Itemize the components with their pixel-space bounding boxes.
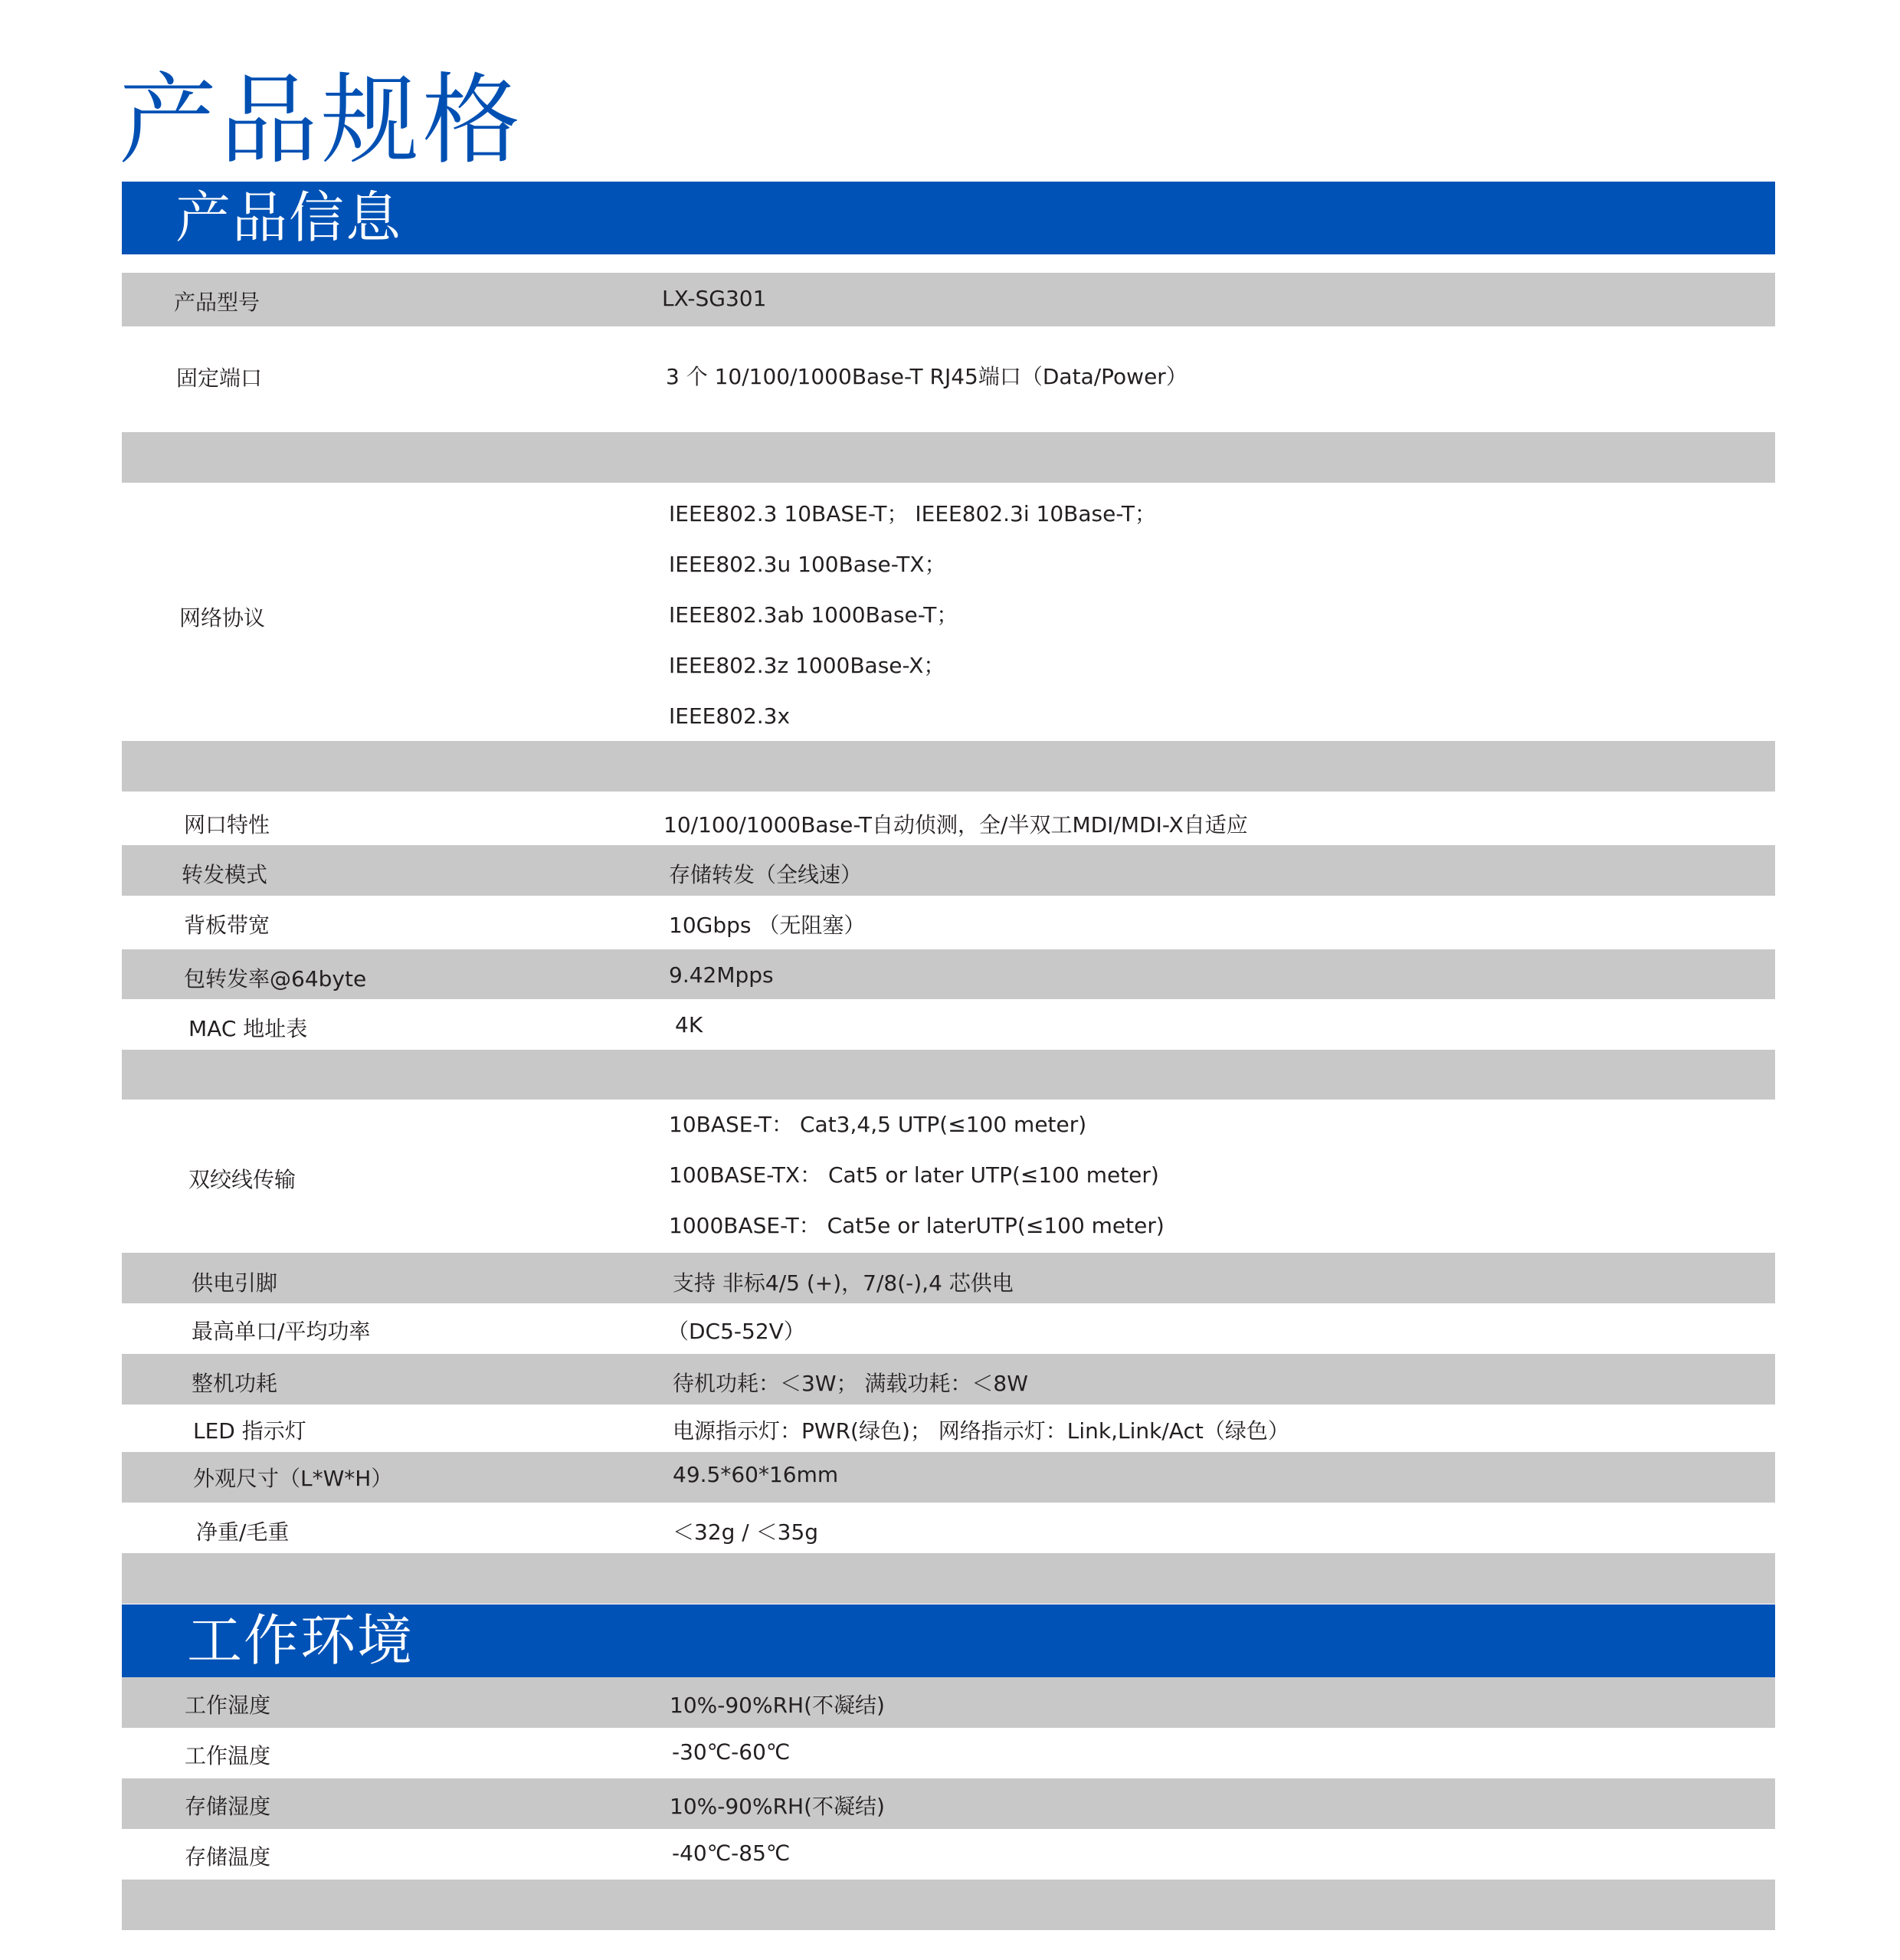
- spec-row-dimensions: [122, 1452, 1775, 1503]
- spacer-row: [122, 1050, 1775, 1100]
- spec-value: （DC5-52V）: [667, 1319, 805, 1344]
- spec-label: MAC 地址表: [188, 1016, 308, 1041]
- spec-row-poe-pins: [122, 1253, 1775, 1303]
- spec-value: 4K: [675, 1012, 703, 1037]
- spec-value: 10%-90%RH(不凝结): [670, 1794, 885, 1819]
- spacer-row: [122, 1880, 1775, 1930]
- spec-value: 支持 非标4/5 (+)，7/8(-),4 芯供电: [673, 1270, 1014, 1296]
- spec-label: 固定端口: [176, 365, 263, 391]
- spec-label: 包转发率@64byte: [184, 966, 367, 991]
- spec-value: 9.42Mpps: [669, 962, 774, 988]
- spec-row-forwarding-mode: [122, 845, 1775, 896]
- spec-label: LED 指示灯: [193, 1418, 306, 1444]
- spec-row-fixed-ports: [122, 326, 1775, 432]
- env-row-work-temp: [122, 1728, 1775, 1778]
- spec-value-line: 1000BASE-T： Cat5e or laterUTP(≤100 meter): [669, 1213, 1165, 1238]
- page-title: 产品规格: [119, 64, 524, 178]
- spec-value: ＜32g / ＜35g: [673, 1519, 819, 1545]
- spec-label: 工作湿度: [185, 1693, 271, 1718]
- spec-label: 工作温度: [185, 1743, 271, 1768]
- spec-label: 转发模式: [182, 862, 268, 887]
- env-row-work-humidity: [122, 1677, 1775, 1728]
- spec-row-weight: [122, 1503, 1775, 1553]
- spec-label: 存储湿度: [185, 1794, 271, 1819]
- spec-value-line: 100BASE-TX： Cat5 or later UTP(≤100 meter): [669, 1162, 1159, 1188]
- spec-value-line: IEEE802.3u 100Base-TX；: [669, 552, 946, 577]
- spec-value-list: [669, 1100, 1165, 1251]
- spec-row-backplane: [122, 896, 1775, 949]
- spec-label: 产品型号: [174, 290, 260, 315]
- spec-label: 净重/毛重: [196, 1519, 290, 1545]
- spec-value-line: IEEE802.3ab 1000Base-T；: [669, 602, 958, 628]
- spec-label: 存储温度: [185, 1844, 271, 1870]
- spec-value-line: IEEE802.3 10BASE-T； IEEE802.3i 10Base-T；: [669, 501, 1157, 526]
- spec-value-line: IEEE802.3x: [669, 703, 791, 729]
- spec-value-line: 10BASE-T： Cat3,4,5 UTP(≤100 meter): [669, 1112, 1087, 1137]
- spec-row-packet-rate: [122, 949, 1775, 999]
- spec-row-port-features: [122, 792, 1775, 845]
- spec-row-model: [122, 273, 1775, 326]
- spec-value: 存储转发（全线速）: [669, 862, 863, 887]
- spec-value: -40℃-85℃: [672, 1840, 791, 1866]
- spec-label: 供电引脚: [192, 1270, 278, 1296]
- spec-value: LX-SG301: [662, 286, 767, 311]
- env-row-storage-humidity: [122, 1778, 1775, 1829]
- spec-value: 电源指示灯：PWR(绿色)； 网络指示灯：Link,Link/Act（绿色）: [673, 1418, 1289, 1444]
- spec-value: 10%-90%RH(不凝结): [670, 1693, 885, 1718]
- spec-value: 10/100/1000Base-T自动侦测，全/半双工MDI/MDI-X自适应: [663, 812, 1248, 837]
- spec-row-led: [122, 1404, 1775, 1452]
- spec-value: 3 个 10/100/1000Base-T RJ45端口（Data/Power）: [666, 364, 1188, 389]
- spec-row-mac-table: [122, 999, 1775, 1050]
- spec-label: 背板带宽: [184, 913, 270, 938]
- env-row-storage-temp: [122, 1829, 1775, 1880]
- section-banner-product-info: [122, 182, 1775, 254]
- spec-value-line: IEEE802.3z 1000Base-X；: [669, 653, 945, 678]
- spacer-row: [122, 741, 1775, 792]
- spec-value: 待机功耗：＜3W； 满载功耗：＜8W: [673, 1371, 1028, 1396]
- spec-label: 外观尺寸（L*W*H）: [193, 1466, 393, 1491]
- spacer-row: [122, 1553, 1775, 1604]
- spec-value: 49.5*60*16mm: [673, 1462, 839, 1487]
- spec-value-list: [669, 489, 1156, 742]
- spec-row-twisted-pair: [122, 1100, 1775, 1253]
- spacer-row: [122, 432, 1775, 483]
- spec-label: 网口特性: [184, 812, 270, 837]
- spec-row-power-consumption: [122, 1354, 1775, 1404]
- spec-label: 最高单口/平均功率: [192, 1319, 371, 1344]
- spec-row-max-power: [122, 1303, 1775, 1354]
- spec-value: 10Gbps （无阻塞）: [669, 913, 866, 938]
- spec-value: -30℃-60℃: [672, 1739, 791, 1765]
- spec-label: 整机功耗: [192, 1371, 278, 1396]
- spec-row-protocols: [122, 483, 1775, 741]
- section-title: 产品信息: [175, 185, 403, 250]
- section-title: 工作环境: [187, 1608, 414, 1673]
- section-banner-work-env: [122, 1604, 1775, 1677]
- spec-label: 网络协议: [179, 605, 266, 631]
- spec-label: 双绞线传输: [188, 1167, 296, 1192]
